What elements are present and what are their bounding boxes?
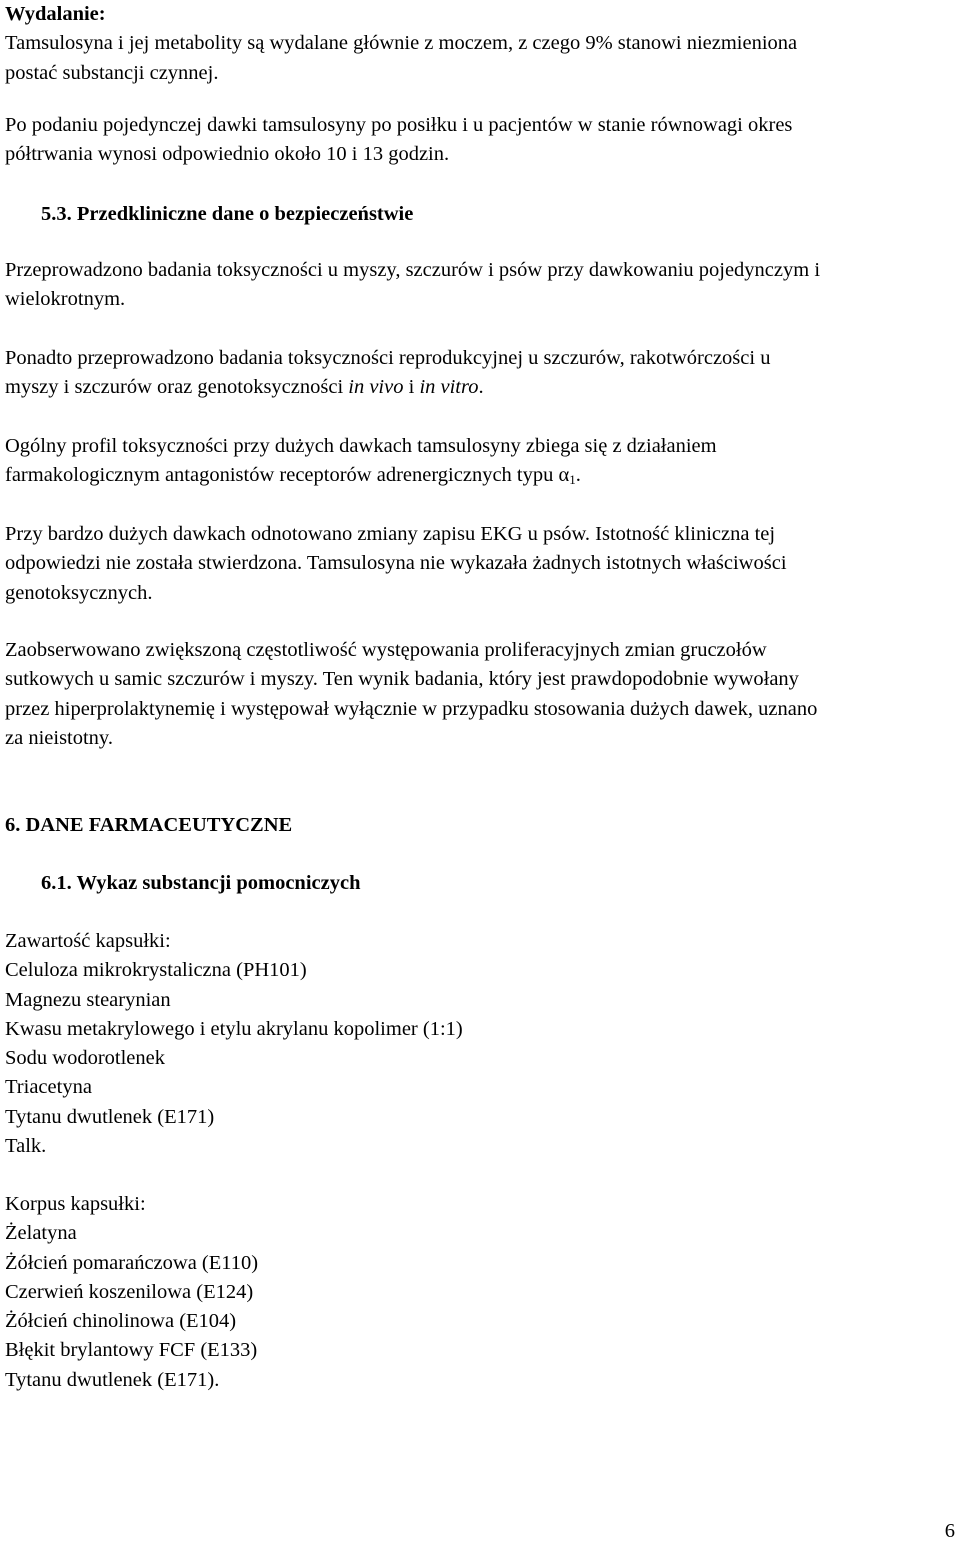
capsule-content-list [5,927,955,1161]
paragraph-line: Ponadto przeprowadzono badania toksyczności reprodukcyjnej u szczurów, rakotwórczości u [5,347,771,369]
paragraph-text: i [403,376,420,399]
in-vivo-term: in vivo [348,376,404,399]
paragraph-line: wielokrotnym. [5,288,126,311]
list-item: Czerwień koszenilowa (E124) [5,1280,254,1303]
list-item: Błękit brylantowy FCF (E133) [5,1339,258,1362]
list-item: Żelatyna [5,1222,77,1245]
list-item: Tytanu dwutlenek (E171). [5,1368,220,1391]
paragraph-line: przez hiperprolaktynemię i występował wyłącznie w przypadku stosowania dużych dawek, uznano [5,697,818,720]
list-item: Sodu wodorotlenek [5,1047,165,1070]
halflife-text-line: półtrwania wynosi odpowiednio około 10 i 13 godzin. [5,143,450,166]
elimination-text-line: Tamsulosyna i jej metabolity są wydalane głównie z moczem, z czego 9% stanowi niezmieniona [5,32,798,55]
capsule-content-label: Zawartość kapsułki: [5,930,171,952]
capsule-body-label: Korpus kapsułki: [5,1193,146,1215]
section-6-heading: 6. DANE FARMACEUTYCZNE [5,814,293,836]
list-item: Magnezu stearynian [5,988,171,1011]
list-item: Tytanu dwutlenek (E171) [5,1105,215,1128]
elimination-text-line: postać substancji czynnej. [5,61,219,84]
page-number: 6 [944,1520,955,1542]
paragraph-line: odpowiedzi nie została stwierdzona. Tamsulosyna nie wykazała żadnych istotnych właściwości [5,552,787,575]
elimination-heading: Wydalanie: [5,3,106,25]
paragraph-line [5,461,955,490]
section-6-1-heading: 6.1. Wykaz substancji pomocniczych [41,872,361,894]
list-item: Żółcień chinolinowa (E104) [5,1310,237,1333]
paragraph-line: genotoksycznych. [5,581,153,604]
elimination-section [5,0,955,88]
paragraph-text: myszy i szczurów oraz genotoksyczności [5,376,349,399]
paragraph-line: sutkowych u samic szczurów i myszy. Ten wynik badania, który jest prawdopodobnie wywołany [5,668,799,691]
in-vitro-term: in vitro [419,376,479,399]
alpha-subscript: 1 [569,472,576,488]
toxicity-paragraph-2 [5,344,955,403]
paragraph-line: Przeprowadzono badania toksyczności u myszy, szczurów i psów przy dawkowaniu pojedynczym i [5,259,821,281]
paragraph-line: za nieistotny. [5,726,113,749]
paragraph-text: . [478,376,484,399]
paragraph-line: Przy bardzo dużych dawkach odnotowano zmiany zapisu EKG u psów. Istotność kliniczna tej [5,523,776,545]
toxicity-paragraph-3 [5,432,955,491]
paragraph-text: farmakologicznym antagonistów receptorów adrenergicznych typu α [5,464,570,487]
capsule-body-list [5,1190,955,1395]
paragraph-line [5,373,955,402]
toxicity-paragraph-4 [5,520,955,608]
section-5-3-heading: 5.3. Przedkliniczne dane o bezpieczeństwie [41,203,414,225]
paragraph-line: Zaobserwowano zwiększoną częstotliwość występowania proliferacyjnych zmian gruczołów [5,639,767,661]
list-item: Żółcień pomarańczowa (E110) [5,1251,259,1274]
list-item: Kwasu metakrylowego i etylu akrylanu kopolimer (1:1) [5,1017,463,1040]
halflife-text-line: Po podaniu pojedynczej dawki tamsulosyny po posiłku i u pacjentów w stanie równowagi okres [5,114,793,136]
halflife-paragraph [5,111,955,170]
toxicity-paragraph-5 [5,636,955,753]
paragraph-text: . [575,464,581,487]
paragraph-line: Ogólny profil toksyczności przy dużych dawkach tamsulosyny zbiega się z działaniem [5,435,717,457]
list-item: Triacetyna [5,1076,92,1099]
list-item: Talk. [5,1135,47,1158]
list-item: Celuloza mikrokrystaliczna (PH101) [5,959,307,982]
toxicity-paragraph-1 [5,256,955,315]
